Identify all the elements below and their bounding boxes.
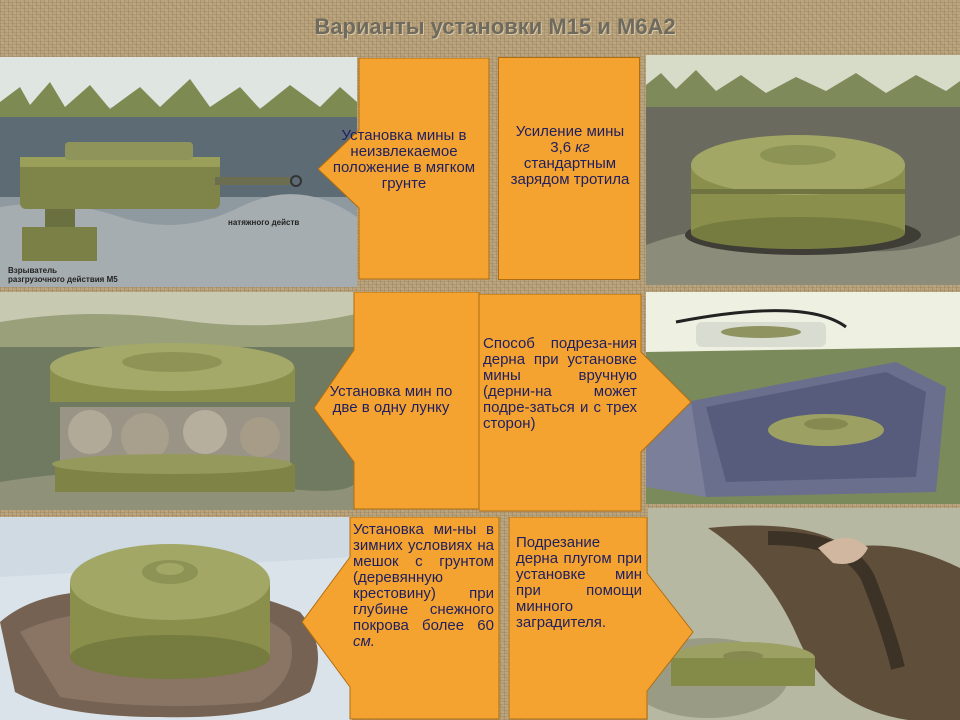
caption-box-5-main: Установка ми-ны в зимних условиях на мешок с грунтом (деревянную крестовину) при глубине снежного покрова более 60 — [353, 521, 494, 634]
caption-box-5 — [302, 517, 500, 720]
caption-box-4 — [479, 294, 693, 512]
caption-box-2-unit: кг — [575, 139, 590, 156]
caption-box-4-text: Способ подреза-ния дерна при установке мины вручную (дерни-на может подре-заться и с трех сторон) — [483, 335, 637, 432]
photo-mine-reinforced — [646, 55, 960, 285]
caption-box-5-unit: см. — [353, 633, 375, 650]
caption-box-6 — [509, 517, 695, 720]
caption-box-6-text: Подрезание дерна плугом при установке мин при помощи минного заградителя. — [516, 534, 642, 631]
page-title: Варианты установки М15 и М6А2 — [314, 14, 676, 39]
fuze-label-line1: Взрыватель — [8, 266, 58, 275]
caption-box-3 — [314, 292, 480, 510]
photo-two-mines-pit — [0, 292, 356, 510]
caption-box-5-text — [353, 522, 494, 650]
caption-box-2-part2: стандартным зарядом тротила — [510, 155, 630, 188]
caption-box-3-text: Установка мин по две в одну лунку — [329, 383, 453, 416]
caption-box-1-text: Установка мины в неизвлекаемое положение в мягком грунте — [332, 127, 476, 192]
photo-winter-install — [0, 517, 352, 720]
photo-mine-soft-ground — [0, 57, 357, 287]
caption-box-1 — [318, 58, 490, 280]
caption-box-2-part1: Усиление мины 3,6 — [515, 123, 625, 156]
photo-sod-cutting-hand — [646, 292, 960, 504]
caption-box-2 — [498, 57, 640, 280]
caption-box-2-text — [507, 124, 633, 188]
tension-label: натяжного действ — [228, 218, 300, 227]
fuze-label-line2: разгрузочного действия М5 — [8, 275, 118, 284]
